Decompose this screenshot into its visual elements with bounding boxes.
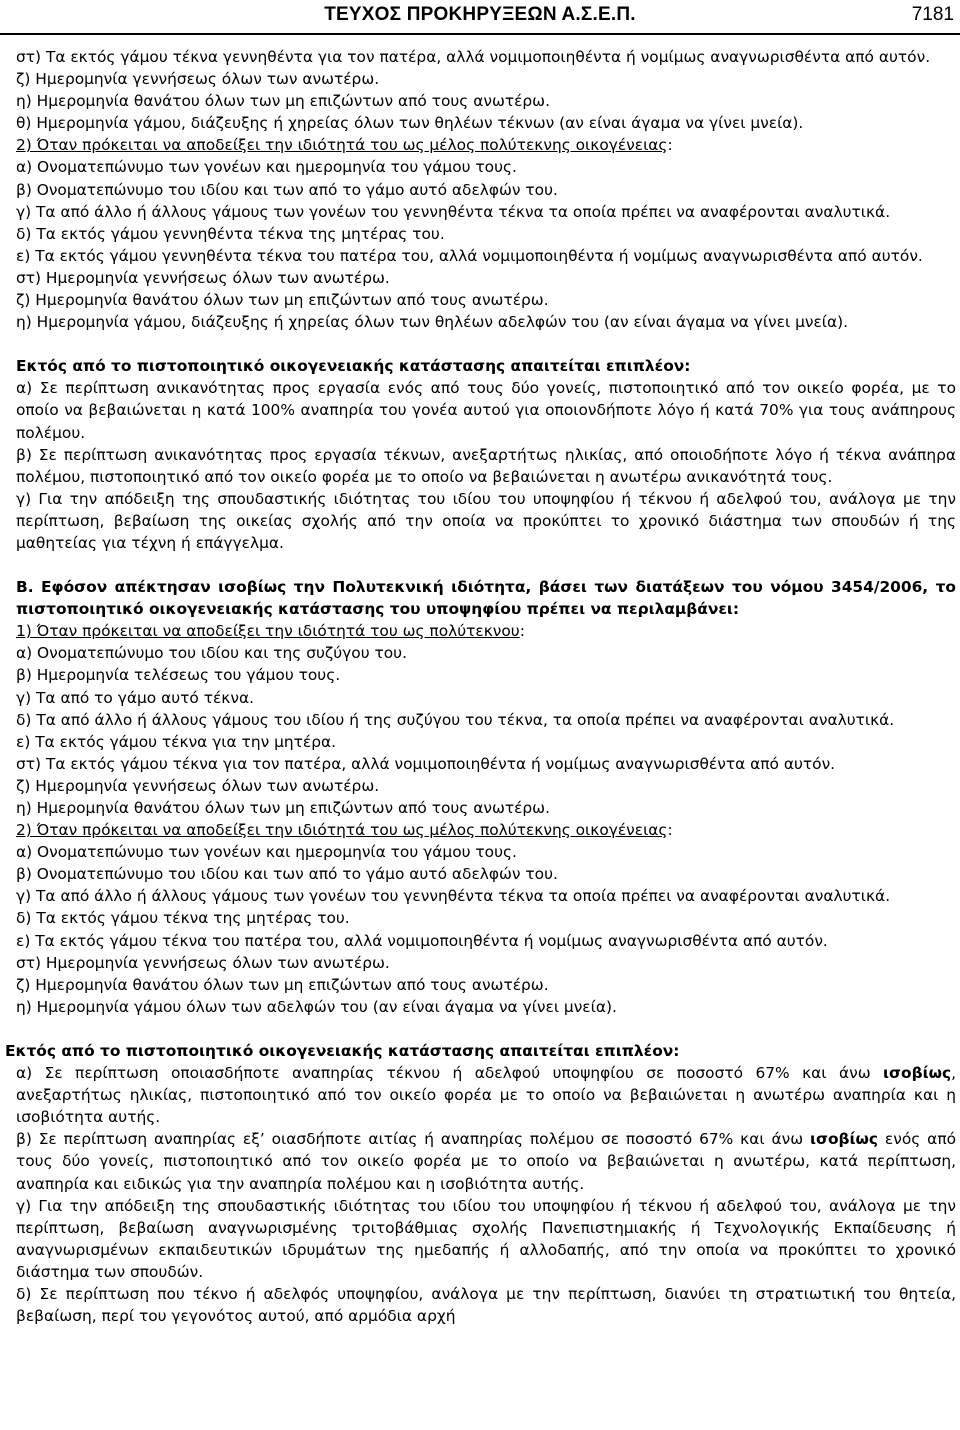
- page-header: [0, 0, 960, 40]
- subsection-heading-text: 2) Όταν πρόκειται να αποδείξει την ιδιότητά του ως μέλος πολύτεκνης οικογένειας: [16, 136, 668, 155]
- header-divider: [0, 33, 960, 35]
- paragraph: στ) Τα εκτός γάμου τέκνα γεννηθέντα για τον πατέρα, αλλά νομιμοποιηθέντα ή νομίμως αναγνωρισθέντα από αυτόν.: [16, 48, 931, 66]
- list-item: β) Ονοματεπώνυμο του ιδίου και των από το γάμο αυτό αδελφών του.: [16, 865, 558, 884]
- list-item: β) Ονοματεπώνυμο του ιδίου και των από το γάμο αυτό αδελφών του.: [16, 180, 558, 199]
- list-item: δ) Σε περίπτωση που τέκνο ή αδελφός υποψηφίου, ανάλογα με την περίπτωση, διανύει τη στρατιωτική του θητεία, βεβαίωση, περί του γεγονότος αυτού, από αρμόδια αρχή: [16, 1284, 956, 1326]
- emphasis: ισοβίως: [883, 1064, 952, 1083]
- list-item: δ) Τα εκτός γάμου τέκνα της μητέρας του.: [16, 909, 350, 928]
- text-run: β) Σε περίπτωση αναπηρίας εξ’ οιασδήποτε αιτίας ή αναπηρίας πολέμου σε ποσοστό 67% και άνω: [16, 1130, 810, 1149]
- subsection-heading-text: 1) Όταν πρόκειται να αποδείξει την ιδιότητά του ως πολύτεκνου: [16, 622, 520, 641]
- list-item: γ) Για την απόδειξη της σπουδαστικής ιδιότητας του ιδίου του υποψηφίου ή τέκνου ή αδελφού του, ανάλογα με την περίπτωση, βεβαίωση αναγνωρισμένης τριτοβάθμιας σχολής Πανεπιστημιακής ή Τεχνολογικής Εκπαίδευσης ή αναγνωρισμένων εκπαιδευτικών ιδρυμάτων της ημεδαπής ή αλλοδαπής, από την οποία να προκύπτει το χρονικό διάστημα των σπουδών.: [16, 1196, 956, 1281]
- paragraph: ζ) Ημερομηνία γεννήσεως όλων των ανωτέρω.: [16, 70, 380, 89]
- text-run: ενός από τους δύο γονείς, πιστοποιητικό από τον οικείο φορέα με το οποίο να βεβαιώνεται η ανωτέρω, κατά περίπτωση, αναπηρία και ειδικώς για την αναπηρία πολέμου και η ισοβιότητα αυτής.: [16, 1130, 957, 1193]
- extra-requirements-heading: Εκτός από το πιστοποιητικό οικογενειακής κατάστασης απαιτείται επιπλέον:: [5, 1041, 680, 1060]
- journal-title: ΤΕΥΧΟΣ ΠΡΟΚΗΡΥΞΕΩΝ Α.Σ.Ε.Π.: [324, 4, 636, 25]
- list-item: στ) Τα εκτός γάμου τέκνα για τον πατέρα, αλλά νομιμοποιηθέντα ή νομίμως αναγνωρισθέντα από αυτόν.: [16, 754, 836, 773]
- list-item: δ) Τα εκτός γάμου γεννηθέντα τέκνα της μητέρας του.: [16, 224, 445, 243]
- section-b-heading: Β. Εφόσον απέκτησαν ισοβίως την Πολυτεκνική ιδιότητα, βάσει των διατάξεων του νόμου 3454/2006, το πιστοποιητικό οικογενειακής κατάστασης του υποψηφίου πρέπει να περιλαμβάνει:: [16, 578, 956, 619]
- spacer: [5, 554, 956, 576]
- list-item: η) Ημερομηνία γάμου όλων των αδελφών του (αν είναι άγαμα να γίνει μνεία).: [16, 997, 617, 1016]
- list-item: α) Σε περίπτωση ανικανότητας προς εργασία ενός από τους δύο γονείς, πιστοποιητικό από τον οικείο φορέα, με το οποίο να βεβαιώνεται η κατά 100% αναπηρία του γονέα αυτού για οποιονδήποτε λόγο ή κατά 70% για τους ανάπηρους πολέμου.: [16, 379, 956, 442]
- list-item: γ) Τα από άλλο ή άλλους γάμους των γονέων του γεννηθέντα τέκνα τα οποία πρέπει να αναφέρονται αναλυτικά.: [16, 202, 891, 221]
- spacer: [5, 333, 956, 355]
- subsection-heading: 2) Όταν πρόκειται να αποδείξει την ιδιότητά του ως μέλος πολύτεκνης οικογένειας:: [16, 821, 673, 840]
- text-run: , ανεξαρτήτως ηλικίας, πιστοποιητικό από τον οικείο φορέα με το οποίο να βεβαιώνεται η ανωτέρω αναπηρία και η ισοβιότητα αυτής.: [16, 1064, 956, 1127]
- list-item: α) Ονοματεπώνυμο των γονέων και ημερομηνία του γάμου τους.: [16, 158, 517, 177]
- list-item: α) Ονοματεπώνυμο των γονέων και ημερομηνία του γάμου τους.: [16, 843, 517, 862]
- list-item: β) Σε περίπτωση ανικανότητας προς εργασία τέκνων, ανεξαρτήτως ηλικίας, από οποιοδήποτε λόγο ή τέκνα ανάπηρα πολέμου, πιστοποιητικό από τον οικείο φορέα με το οποίο να βεβαιώνεται η ανωτέρω ανικανότητά τους.: [16, 445, 956, 486]
- list-item: β) Ημερομηνία τελέσεως του γάμου τους.: [16, 666, 341, 685]
- list-item: α) Ονοματεπώνυμο του ιδίου και της συζύγου του.: [16, 644, 407, 663]
- subsection-heading-text: 2) Όταν πρόκειται να αποδείξει την ιδιότητά του ως μέλος πολύτεκνης οικογένειας: [16, 821, 668, 840]
- paragraph: θ) Ημερομηνία γάμου, διάζευξης ή χηρείας όλων των θηλέων τέκνων (αν είναι άγαμα να γίνει μνεία).: [16, 114, 804, 133]
- list-item: ε) Τα εκτός γάμου γεννηθέντα τέκνα του πατέρα του, αλλά νομιμοποιηθέντα ή νομίμως αναγνωρισθέντα από αυτόν.: [16, 246, 923, 265]
- list-item: [5, 1128, 956, 1194]
- list-item: στ) Ημερομηνία γεννήσεως όλων των ανωτέρω.: [16, 953, 390, 972]
- subsection-heading: 2) Όταν πρόκειται να αποδείξει την ιδιότητά του ως μέλος πολύτεκνης οικογένειας:: [16, 136, 673, 155]
- list-item: ε) Τα εκτός γάμου τέκνα για την μητέρα.: [16, 732, 337, 751]
- list-item: γ) Για την απόδειξη της σπουδαστικής ιδιότητας του ιδίου του υποψηφίου ή τέκνου ή αδελφού του, ανάλογα με την περίπτωση, βεβαίωση της οικείας σχολής από την οποία να προκύπτει το χρονικό διάστημα των σπουδών ή της μαθητείας για τέχνη ή επάγγελμα.: [16, 489, 956, 552]
- list-item: δ) Τα από άλλο ή άλλους γάμους του ιδίου ή της συζύγου του τέκνα, τα οποία πρέπει να αναφέρονται αναλυτικά.: [16, 710, 895, 729]
- list-item: στ) Ημερομηνία γεννήσεως όλων των ανωτέρω.: [16, 268, 390, 287]
- list-item: [5, 1062, 956, 1128]
- document-body: [5, 46, 956, 1327]
- page-number: 7181: [911, 4, 954, 25]
- list-item: η) Ημερομηνία θανάτου όλων των μη επιζώντων από τους ανωτέρω.: [16, 799, 550, 817]
- list-item: η) Ημερομηνία γάμου, διάζευξης ή χηρείας όλων των θηλέων αδελφών του (αν είναι άγαμα να γίνει μνεία).: [16, 313, 849, 332]
- text-run: α) Σε περίπτωση οποιασδήποτε αναπηρίας τέκνου ή αδελφού υποψηφίου σε ποσοστό 67% και άνω: [16, 1064, 884, 1083]
- list-item: ζ) Ημερομηνία θανάτου όλων των μη επιζώντων από τους ανωτέρω.: [16, 291, 549, 310]
- list-item: γ) Τα από άλλο ή άλλους γάμους των γονέων του γεννηθέντα τέκνα τα οποία πρέπει να αναφέρονται αναλυτικά.: [16, 887, 891, 906]
- extra-requirements-heading: Εκτός από το πιστοποιητικό οικογενειακής κατάστασης απαιτείται επιπλέον:: [16, 357, 691, 376]
- emphasis: ισοβίως: [809, 1130, 879, 1149]
- list-item: ζ) Ημερομηνία θανάτου όλων των μη επιζώντων από τους ανωτέρω.: [16, 975, 549, 994]
- list-item: ε) Τα εκτός γάμου τέκνα του πατέρα του, αλλά νομιμοποιηθέντα ή νομίμως αναγνωρισθέντα από αυτόν.: [16, 931, 828, 950]
- subsection-heading: 1) Όταν πρόκειται να αποδείξει την ιδιότητά του ως πολύτεκνου:: [16, 622, 525, 641]
- paragraph: η) Ημερομηνία θανάτου όλων των μη επιζώντων από τους ανωτέρω.: [16, 92, 550, 111]
- list-item: γ) Τα από το γάμο αυτό τέκνα.: [16, 688, 255, 707]
- list-item: ζ) Ημερομηνία γεννήσεως όλων των ανωτέρω.: [16, 776, 380, 795]
- spacer: [5, 1018, 956, 1040]
